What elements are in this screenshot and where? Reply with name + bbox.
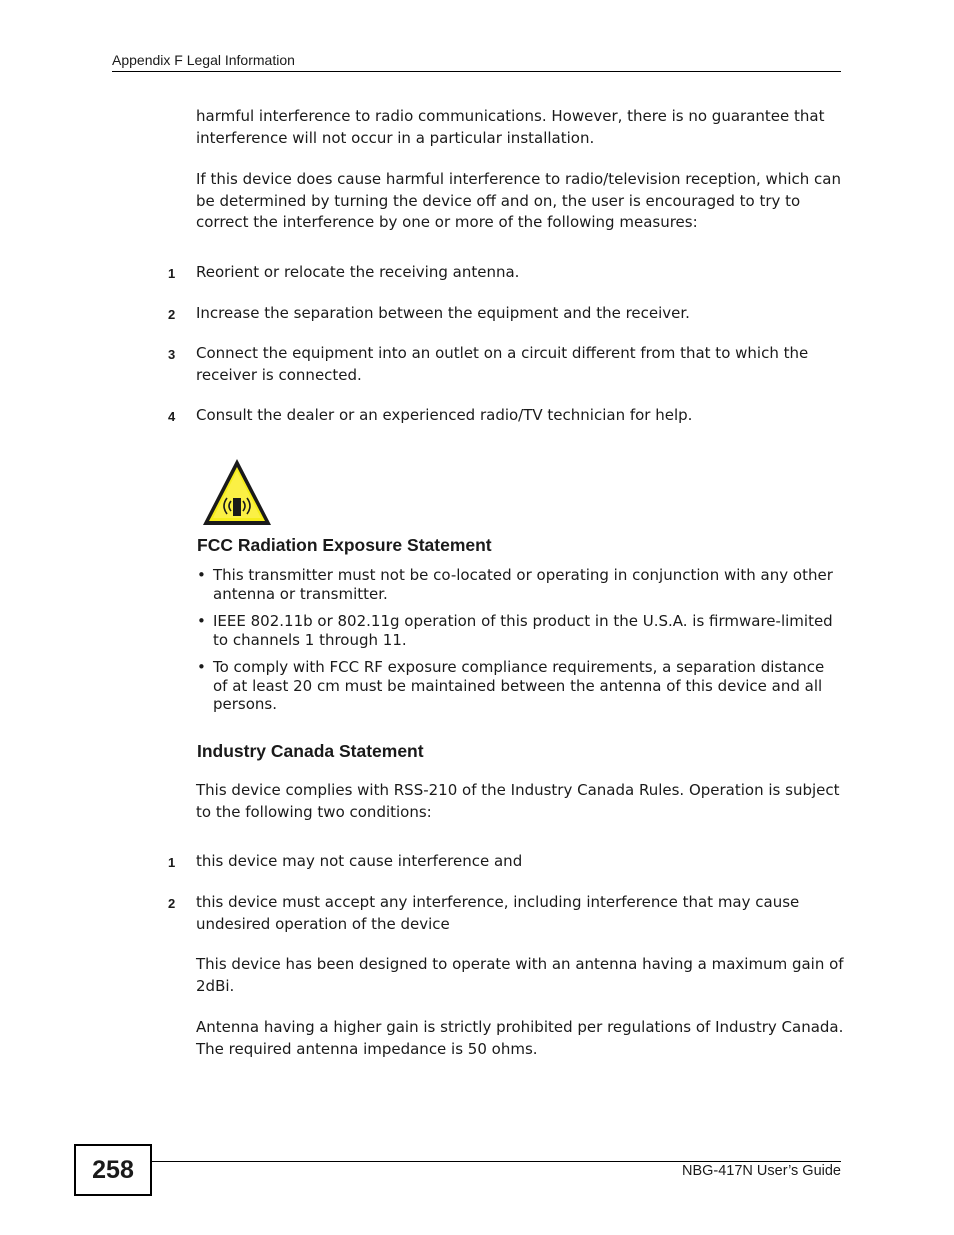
fcc-heading: FCC Radiation Exposure Statement <box>197 535 492 555</box>
canada-intro-paragraph: This device complies with RSS-210 of the Industry Canada Rules. Operation is subject to the following two conditions: <box>196 781 840 821</box>
list-item-number: 2 <box>168 307 176 322</box>
bullet-marker: • <box>197 658 206 676</box>
list-item-text: Increase the separation between the equipment and the receiver. <box>196 304 690 322</box>
bullet-text: IEEE 802.11b or 802.11g operation of this product in the U.S.A. is firmware-limited to channels 1 through 11. <box>213 612 833 649</box>
list-item-number: 1 <box>168 855 176 870</box>
list-item-text: Connect the equipment into an outlet on a circuit different from that to which the receiver is connected. <box>196 344 809 384</box>
list-item-number: 3 <box>168 347 176 362</box>
page-number: 258 <box>74 1144 152 1196</box>
footer-divider <box>152 1161 841 1162</box>
list-item <box>197 566 837 603</box>
list-item-number: 4 <box>168 409 176 424</box>
list-item-text: this device may not cause interference and <box>196 852 523 870</box>
intro-paragraph-2: If this device does cause harmful interference to radio/television reception, which can be determined by turning the device off and on, the user is encouraged to try to correct the interference by one or more of the following measures: <box>196 170 841 231</box>
bullet-marker: • <box>197 612 206 630</box>
intro-paragraph-1: harmful interference to radio communications. However, there is no guarantee that interference will not occur in a particular installation. <box>196 107 825 147</box>
fcc-bullet-list <box>197 566 837 723</box>
bullet-marker: • <box>197 566 206 584</box>
list-item <box>197 658 837 714</box>
list-item-text: Consult the dealer or an experienced radio/TV technician for help. <box>196 406 693 424</box>
list-item-number: 2 <box>168 896 176 911</box>
header-divider <box>112 71 841 72</box>
bullet-text: This transmitter must not be co-located or operating in conjunction with any other antenna or transmitter. <box>213 566 833 603</box>
footer-guide-title: NBG-417N User’s Guide <box>681 1163 841 1179</box>
industry-canada-heading: Industry Canada Statement <box>197 741 424 761</box>
antenna-gain-paragraph: This device has been designed to operate with an antenna having a maximum gain of 2dBi. <box>196 955 844 995</box>
list-item-text: this device must accept any interference, including interference that may cause undesired operation of the device <box>196 893 800 933</box>
radiation-warning-icon <box>200 456 274 528</box>
bullet-text: To comply with FCC RF exposure compliance requirements, a separation distance of at least 20 cm must be maintained between the antenna of this device and all persons. <box>213 658 825 713</box>
page-header-title: Appendix F Legal Information <box>112 52 295 68</box>
list-item <box>197 612 837 649</box>
list-item-text: Reorient or relocate the receiving antenna. <box>196 263 520 281</box>
list-item-number: 1 <box>168 266 176 281</box>
antenna-impedance-paragraph: Antenna having a higher gain is strictly prohibited per regulations of Industry Canada. The required antenna impedance is 50 ohms. <box>196 1018 844 1058</box>
